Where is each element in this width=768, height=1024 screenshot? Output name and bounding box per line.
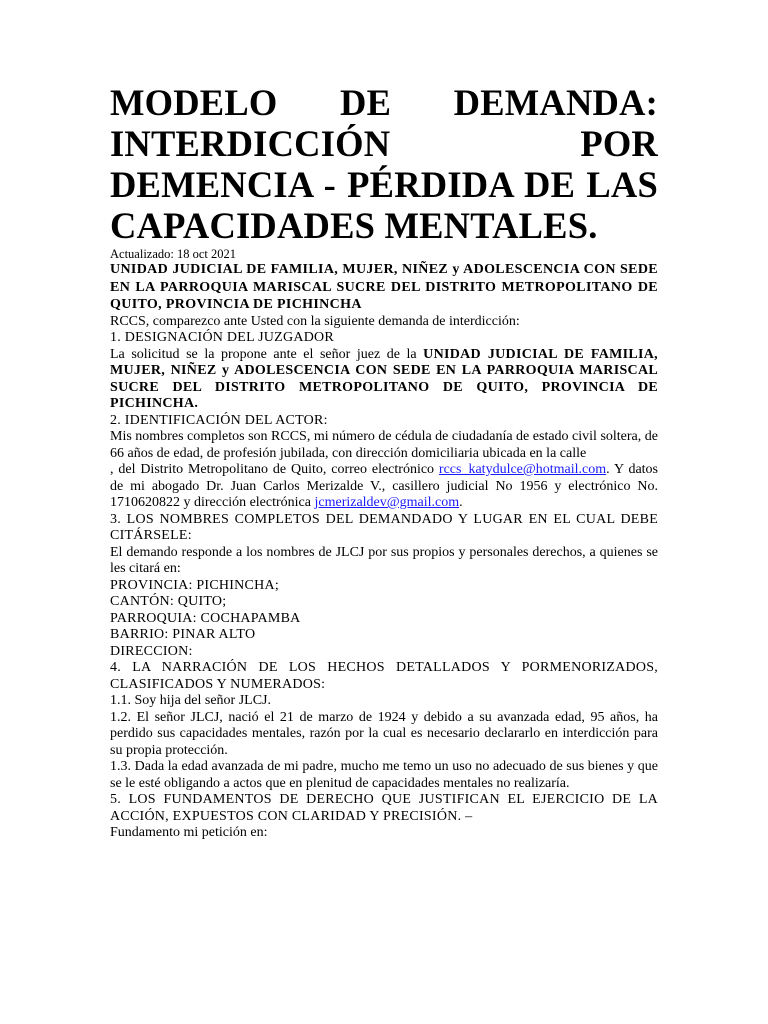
email-link-lawyer[interactable]: jcmerizaldev@gmail.com xyxy=(314,495,460,510)
section-1-text-pre: La solicitud se la propone ante el señor juez de la xyxy=(110,346,424,362)
section-2-text-2-post: . Y datos de mi abogado Dr. Juan Carlos Merizalde V., casillero judicial No 1956 y electrónico No. 1710620822 y dirección electrónica xyxy=(110,462,659,510)
section-4-item-1: 1.1. Soy hija del señor JLCJ. xyxy=(110,693,271,708)
section-4-heading: 4. LA NARRACIÓN DE LOS HECHOS DETALLADOS Y PORMENORIZADOS, CLASIFICADOS Y NUMERADOS: xyxy=(110,660,658,692)
section-3-parish: PARROQUIA: COCHAPAMBA xyxy=(110,610,301,626)
section-3-direccion: DIRECCION: xyxy=(110,643,193,659)
section-2-text-2 xyxy=(110,462,658,512)
intro-paragraph: RCCS, comparezco ante Usted con la siguiente demanda de interdicción: xyxy=(110,313,520,329)
section-2-heading: 2. IDENTIFICACIÓN DEL ACTOR: xyxy=(110,412,328,428)
section-3-text: El demando responde a los nombres de JLCJ por sus propios y personales derechos, a quienes se les citará en: xyxy=(110,544,658,576)
document-page xyxy=(110,82,658,842)
section-3-province: PROVINCIA: PICHINCHA; xyxy=(110,577,279,593)
updated-date: Actualizado: 18 oct 2021 xyxy=(110,247,237,261)
section-2-text-1: Mis nombres completos son RCCS, mi número de cédula de ciudadanía de estado civil soltera, de 66 años de edad, de profesión jubilada, con dirección domiciliaria ubicada en la calle xyxy=(110,429,658,461)
section-2-text-2-end: . xyxy=(459,495,463,510)
section-1-court: UNIDAD JUDICIAL DE FAMILIA, MUJER, NIÑEZ y ADOLESCENCIA CON SEDE EN LA PARROQUIA MARISCAL SUCRE DEL DISTRITO METROPOLITANO DE QUITO, PROVINCIA DE PICHINCHA. xyxy=(110,346,658,411)
document-title: MODELO DE DEMANDA: INTERDICCIÓN POR DEMENCIA - PÉRDIDA DE LAS CAPACIDADES MENTALES. xyxy=(110,82,658,246)
section-2-text-2-pre: , del Distrito Metropolitano de Quito, correo electrónico xyxy=(110,462,439,477)
section-1-text xyxy=(110,347,658,413)
email-link-actor[interactable]: rccs_katydulce@hotmail.com xyxy=(438,462,607,477)
section-3-heading: 3. LOS NOMBRES COMPLETOS DEL DEMANDADO Y LUGAR EN EL CUAL DEBE CITÁRSELE: xyxy=(110,511,658,543)
section-3-barrio: BARRIO: PINAR ALTO xyxy=(110,627,256,642)
court-header: UNIDAD JUDICIAL DE FAMILIA, MUJER, NIÑEZ y ADOLESCENCIA CON SEDE EN LA PARROQUIA MARISCAL SUCRE DEL DISTRITO METROPOLITANO DE QUITO, PROVINCIA DE PICHINCHA xyxy=(110,262,658,312)
section-5-heading: 5. LOS FUNDAMENTOS DE DERECHO QUE JUSTIFICAN EL EJERCICIO DE LA ACCIÓN, EXPUESTOS CON CLARIDAD Y PRECISIÓN. – xyxy=(110,792,658,824)
section-4-item-3: 1.3. Dada la edad avanzada de mi padre, mucho me temo un uso no adecuado de sus bienes y que se le esté obligando a actos que en plenitud de capacidades mentales no realizaría. xyxy=(110,759,658,791)
section-3-canton: CANTÓN: QUITO; xyxy=(110,594,227,609)
section-5-text: Fundamento mi petición en: xyxy=(110,825,268,840)
section-4-item-2: 1.2. El señor JLCJ, nació el 21 de marzo de 1924 y debido a su avanzada edad, 95 años, ha perdido sus capacidades mentales, razón por la cual es necesario declararlo en interdicción para su propia protección. xyxy=(110,709,658,758)
section-1-heading: 1. DESIGNACIÓN DEL JUZGADOR xyxy=(110,330,334,345)
